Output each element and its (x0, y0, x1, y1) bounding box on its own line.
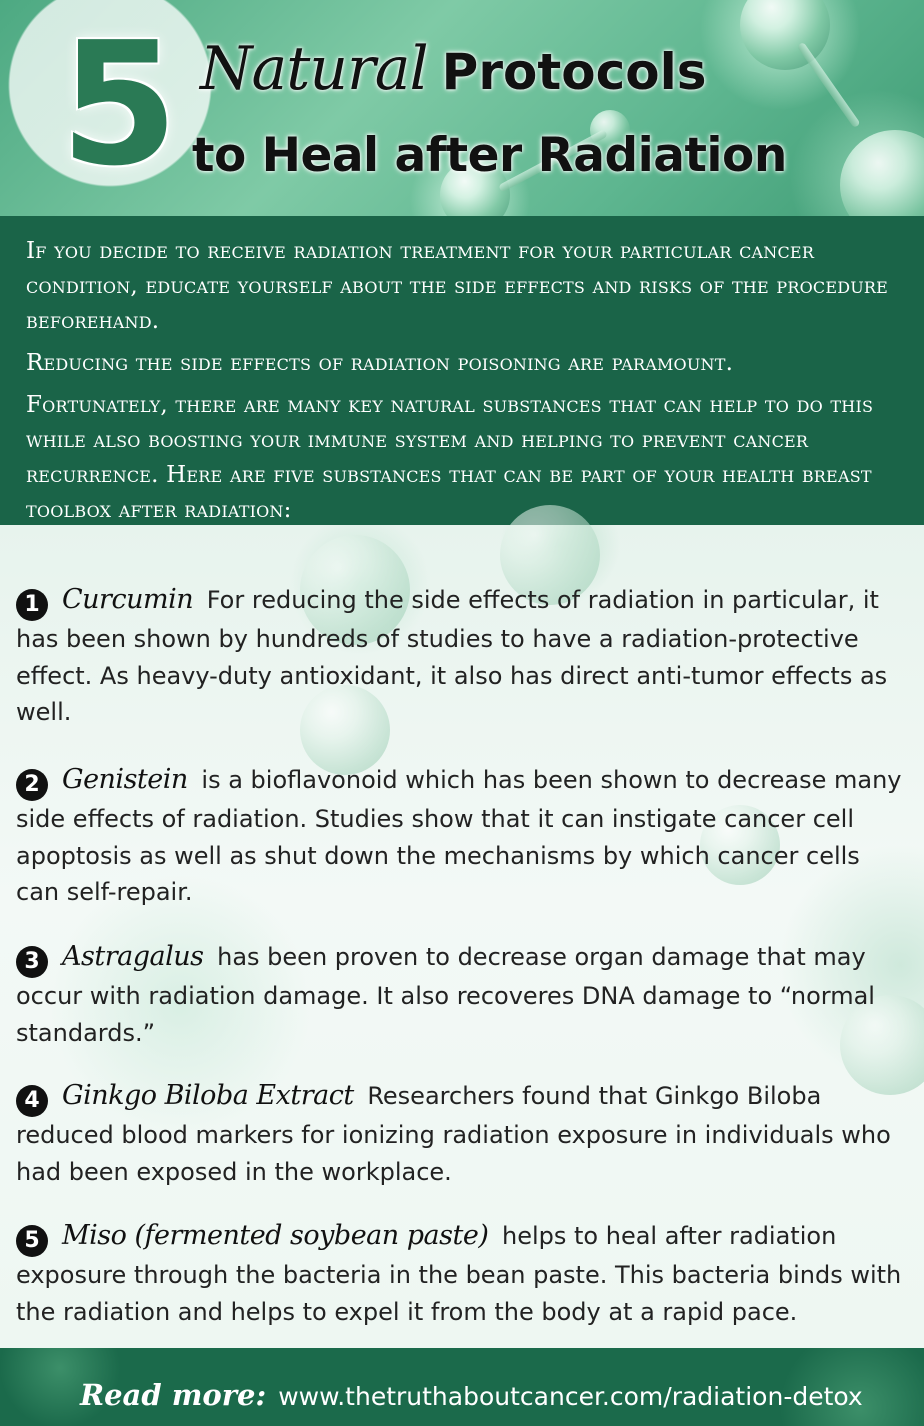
protocol-name: Astragalus (62, 941, 204, 972)
protocol-description: Researchers found that Ginkgo Biloba reduced blood markers for ionizing radiation exposure in individuals who had been exposed in the workplace. (16, 1082, 891, 1186)
header-banner (0, 0, 924, 216)
footer-line (80, 1378, 863, 1412)
list-item (16, 1218, 906, 1330)
protocols-list (0, 525, 924, 1348)
list-item (16, 1078, 906, 1190)
list-item (16, 582, 906, 731)
number-badge-icon: 4 (16, 1085, 48, 1117)
number-badge-icon: 3 (16, 946, 48, 978)
source-link[interactable]: www.thetruthaboutcancer.com/radiation-detox (278, 1382, 863, 1411)
intro-section (0, 216, 924, 525)
title-line-1 (200, 34, 706, 104)
protocol-description: is a bioflavonoid which has been shown to decrease many side effects of radiation. Studies show that it can instigate cancer cell apoptosis as well as shut down the mechanisms by which cancer cells can self-repair. (16, 766, 902, 906)
intro-paragraph: Fortunately, there are many key natural substances that can help to do this while also boosting your immune system and helping to prevent cancer recurrence. Here are five substances that can be part of your health breast toolbox after radiation: (26, 392, 874, 523)
title-protocols: Protocols (441, 43, 707, 101)
title-natural: Natural (200, 34, 428, 104)
intro-paragraph: If you decide to receive radiation treatment for your particular cancer condition, educate yourself about the side effects and risks of the procedure beforehand. (26, 238, 889, 334)
molecule-bond-decoration (797, 42, 861, 129)
number-badge-icon: 5 (16, 1225, 48, 1257)
number-badge-icon: 1 (16, 589, 48, 621)
molecule-sphere-decoration (740, 0, 830, 70)
number-badge-icon: 2 (16, 769, 48, 801)
title-line-2: to Heal after Radiation (192, 128, 787, 183)
list-item (16, 939, 906, 1051)
protocol-description: has been proven to decrease organ damage that may occur with radiation damage. It also recoveres DNA damage to “normal standards.” (16, 943, 875, 1047)
protocol-name: Genistein (62, 764, 188, 795)
read-more-label: Read more: (80, 1378, 267, 1412)
protocol-description: helps to heal after radiation exposure through the bacteria in the bean paste. This bacteria binds with the radiation and helps to expel it from the body at a rapid pace. (16, 1222, 902, 1326)
list-item (16, 762, 906, 911)
intro-paragraph: Reducing the side effects of radiation poisoning are paramount. (26, 350, 734, 376)
protocol-name: Curcumin (62, 584, 194, 615)
protocol-name: Miso (fermented soybean paste) (62, 1220, 489, 1251)
number-five-heading: 5 (60, 6, 179, 204)
protocol-name: Ginkgo Biloba Extract (62, 1080, 354, 1111)
footer-bar (0, 1348, 924, 1426)
protocol-description: For reducing the side effects of radiation in particular, it has been shown by hundreds of studies to have a radiation-protective effect. As heavy-duty antioxidant, it also has direct anti-tumor effects as well. (16, 586, 888, 726)
